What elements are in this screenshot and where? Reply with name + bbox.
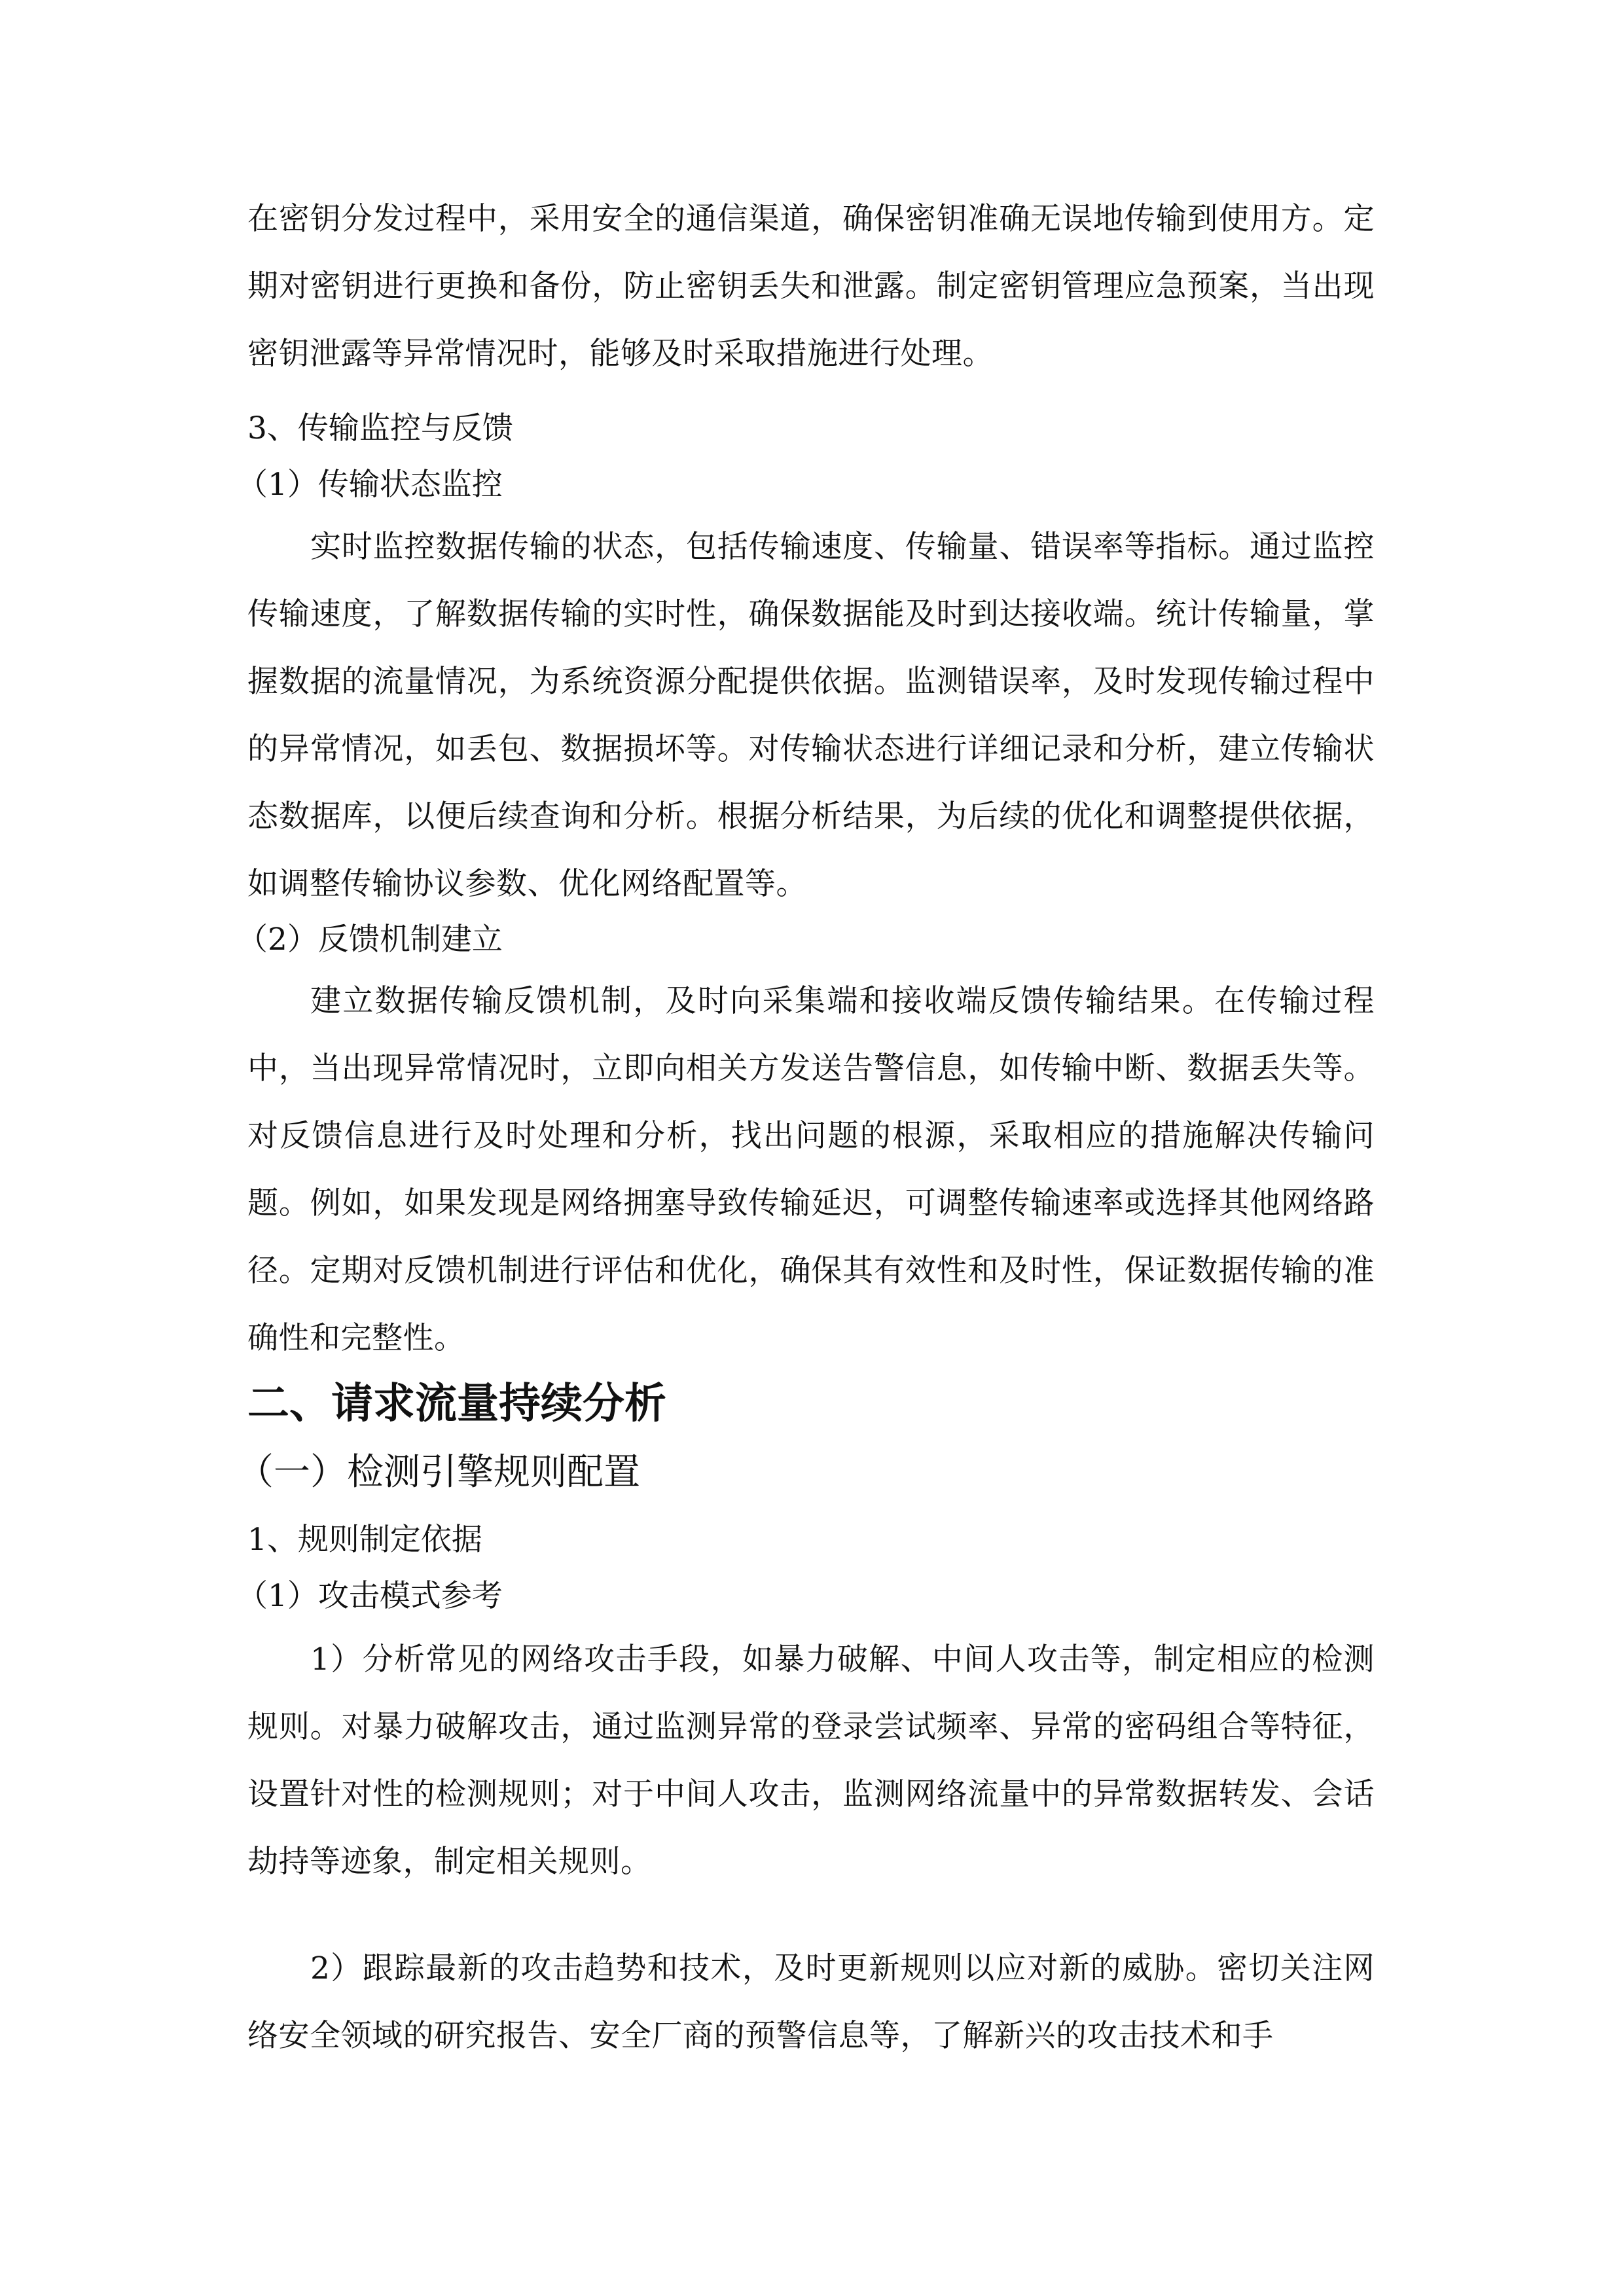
heading-attack-pattern-reference: （1）攻击模式参考 [237,1578,503,1614]
paragraph-attack-analysis: 1）分析常见的网络攻击手段，如暴力破解、中间人攻击等，制定相应的检测规则。对暴力破解攻击，通过监测异常的登录尝试频率、异常的密码组合等特征，设置针对性的检测规则；对于中间人攻击，监测网络流量中的异常数据转发、会话劫持等迹象，制定相关规则。 [247,1641,1375,1880]
heading-transmission-status-monitoring: （1）传输状态监控 [237,467,503,503]
paragraph-transmission-status: 实时监控数据传输的状态，包括传输速度、传输量、错误率等指标。通过监控传输速度，了解数据传输的实时性，确保数据能及时到达接收端。统计传输量，掌握数据的流量情况，为系统资源分配提供依据。监测错误率，及时发现传输过程中的异常情况，如丢包、数据损坏等。对传输状态进行详细记录和分析，建立传输状态数据库，以便后续查询和分析。根据分析结果，为后续的优化和调整提供依据，如调整传输协议参数、优化网络配置等。 [247,529,1375,902]
heading-transmission-monitoring: 3、传输监控与反馈 [247,410,513,446]
paragraph-feedback-mechanism: 建立数据传输反馈机制，及时向采集端和接收端反馈传输结果。在传输过程中，当出现异常情况时，立即向相关方发送告警信息，如传输中断、数据丢失等。对反馈信息进行及时处理和分析，找出问题的根源，采取相应的措施解决传输问题。例如，如果发现是网络拥塞导致传输延迟，可调整传输速率或选择其他网络路径。定期对反馈机制进行评估和优化，确保其有效性和及时性，保证数据传输的准确性和完整性。 [247,983,1375,1356]
heading-feedback-mechanism: （2）反馈机制建立 [237,922,503,958]
paragraph-attack-trends: 2）跟踪最新的攻击趋势和技术，及时更新规则以应对新的威胁。密切关注网络安全领域的研究报告、安全厂商的预警信息等，了解新兴的攻击技术和手 [247,1950,1375,2054]
section-title: （一）检测引擎规则配置 [237,1451,640,1494]
chapter-title: 二、请求流量持续分析 [247,1380,666,1428]
paragraph-key-distribution: 在密钥分发过程中，采用安全的通信渠道，确保密钥准确无误地传输到使用方。定期对密钥进行更换和备份，防止密钥丢失和泄露。制定密钥管理应急预案，当出现密钥泄露等异常情况时，能够及时采取措施进行处理。 [247,201,1375,372]
heading-rule-basis: 1、规则制定依据 [247,1522,482,1558]
